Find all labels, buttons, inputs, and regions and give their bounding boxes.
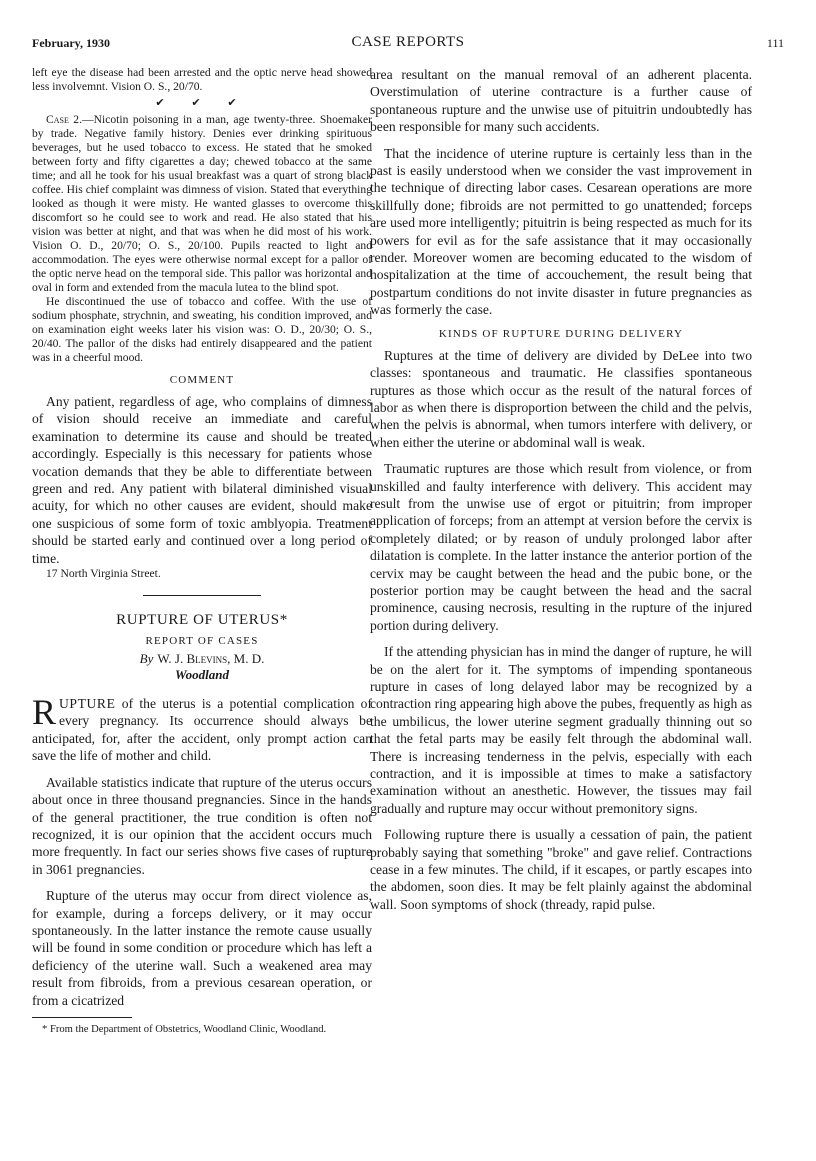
traumatic-paragraph: Traumatic ruptures are those which result from violence, or from unskilled and faulty interference with delivery. This accident may result from the unwise use of ergot or pituitrin; from improper application of forceps; from an attempt at version before the cervix is completely dilated; or by reason of unduly prolonged labor after dilatation is complete. In the latter instance the anterior portion of the cervix may be caught between the head and the pubic bone, or the posterior portion may be caught between the head and the sacral prominence, causing necrosis, resulting in the rupture of the injured portion during delivery. bbox=[370, 461, 752, 633]
author-location: Woodland bbox=[175, 667, 229, 683]
issue-date: February, 1930 bbox=[32, 36, 110, 50]
footnote: * From the Department of Obstetrics, Woodland Clinic, Woodland. bbox=[42, 1023, 327, 1035]
intro-text: of the uterus is a potential complication of every pregnancy. Its occurrence should always be anticipated, for, after the accident, only prompt action can save the life of mother and child. bbox=[32, 696, 372, 764]
footnote-divider bbox=[32, 1017, 132, 1018]
intro-first-word: UPTURE bbox=[59, 696, 116, 712]
causes-paragraph: Rupture of the uterus may occur from direct violence as, for example, during a forceps delivery, or it may occur spontaneously. In the latter instance the remote cause usually will be found in some condition or procedure which has left a deficiency of the uterine wall. Such a weakened area may result from fibroids, from a previous cesarean operation, or from a cicatrized bbox=[32, 888, 372, 1008]
right-column bbox=[370, 66, 752, 913]
page-number: 111 bbox=[766, 36, 784, 50]
drop-cap: R bbox=[32, 692, 57, 733]
case2-text: —Nicotin poisoning in a man, age twenty-three. Shoemaker by trade. Negative family history. Denies ever drinking spirituous beverages, but he used tobacco to excess. He stated that he smoked between forty and fifty cigarettes a day; chewed tobacco at the same time; and all he took for his usual breakfast was a quart of strong black coffee. His chief complaint was dimness of vision. Stated that everything looked as though it were misty. He wanted glasses to overcome this discomfort so he could see to work and read. He also stated that his vision was better at night, and that was when he did most of his work. Vision O. D., 20/70; O. S., 20/100. Pupils reacted to light and accommodation. The eyes were otherwise normal except for a pallor of the optic nerve head on the temporal side. This pallor was horizontal and oval in form and extended from the macula lutea to the blind spot. bbox=[32, 113, 372, 294]
article-divider bbox=[143, 595, 261, 596]
intro-paragraph bbox=[32, 692, 372, 765]
statistics-paragraph: Available statistics indicate that rupture of the uterus occurs about once in three thousand pregnancies. Since in the hands of the general practitioner, the true condition is often not recognized, it is our opinion that the accident occurs much more frequently. In fact our series shows five cases of rupture in 3061 pregnancies. bbox=[32, 774, 372, 877]
article-title: RUPTURE OF UTERUS* bbox=[116, 612, 288, 629]
byline bbox=[32, 651, 372, 667]
symptoms-paragraph: If the attending physician has in mind the danger of rupture, he will be on the alert for it. The symptoms of impending spontaneous rupture in cases of long delayed labor may be recognized by a contraction ring appearing high above the pubes, frequently as high as the umbilicus, the lower uterine segment gradually thinning out so that the fetal parts may be easily felt through the abdominal wall. There is increasing tenderness in the pelvis, especially with each contraction, and it is impossible at times to make a satisfactory examination without an anesthetic. However, the tissues may fail gradually and rupture may occur without premonitory signs. bbox=[370, 644, 752, 816]
case2-label: Case 2. bbox=[46, 113, 82, 126]
kinds-paragraph: Ruptures at the time of delivery are divided by DeLee into two classes: spontaneous and traumatic. He classifies spontaneous ruptures as those which occur as the result of the natural forces of labor as when there is disproportion between the child and the pelvis, when the pelvis is abnormal, when tumors interfere with delivery, or when either the uterine or abdominal wall is weak. bbox=[370, 347, 752, 450]
section-separator-marks: ✔ ✔ ✔ bbox=[155, 97, 249, 109]
case2-followup: He discontinued the use of tobacco and coffee. With the use of sodium phosphate, strychnin, and sweating, his condition improved, and on examination eight weeks later his vision was: O. D., 20/30; O. S., 20/40. The pallor of the disks had entirely disappeared and the patient was in a cheerful mood. bbox=[32, 295, 372, 364]
author-name: W. J. Blevins, M. D. bbox=[157, 651, 265, 667]
journal-section-title: CASE REPORTS bbox=[351, 34, 465, 50]
article-subtitle: REPORT OF CASES bbox=[145, 635, 259, 648]
case2-paragraph bbox=[32, 113, 372, 295]
kinds-heading: KINDS OF RUPTURE DURING DELIVERY bbox=[438, 327, 684, 340]
running-header bbox=[32, 36, 784, 60]
case1-conclusion: left eye the disease had been arrested and the optic nerve head showed less involvemnt. Vision O. S., 20/70. bbox=[32, 66, 372, 93]
continued-paragraph: area resultant on the manual removal of an adherent placenta. Overstimulation of uterine contracture is a further cause of spontaneous rupture and the unwise use of pituitrin undoubtedly has been responsible for many such accidents. bbox=[370, 67, 752, 135]
comment-paragraph: Any patient, regardless of age, who complains of dimness of vision should receive an immediate and careful examination to determine its cause and should be treated accordingly. Especially is this necessary for patients whose vocation demands that they be able to differentiate between green and red. Any patient with bilateral diminished visual acuity, for which no other causes are evident, should make one suspicious of some form of toxic amblyopia. Treatment should be started early and continued over a long period of time. bbox=[32, 394, 372, 566]
byline-prefix: By bbox=[139, 651, 154, 667]
following-paragraph: Following rupture there is usually a cessation of pain, the patient probably saying that something "broke" and gave relief. Contractions cease in a few minutes. The child, if it escapes, or partly escapes into the abdomen, soon dies. It may be felt plainly against the abdominal wall. Soon symptoms of shock (thready, rapid pulse. bbox=[370, 827, 752, 912]
author-address: 17 North Virginia Street. bbox=[46, 567, 161, 581]
left-column bbox=[32, 66, 372, 1037]
incidence-paragraph: That the incidence of uterine rupture is certainly less than in the past is easily understood when we consider the vast improvement in the technique of directing labor cases. Cesarean operations are more skillfully done; fibroids are not permitted to go unattended; forceps are used more intelligently; pituitrin is being respected as much for its powers for evil as for the safe assistance that it may occasionally render. Moreover women are becoming educated to the wisdom of hospitalization at the time of accouchement, the result being that postpartum conditions do not invite disaster in future pregnancies as was formerly the case. bbox=[370, 145, 752, 318]
comment-heading: COMMENT bbox=[169, 374, 235, 386]
